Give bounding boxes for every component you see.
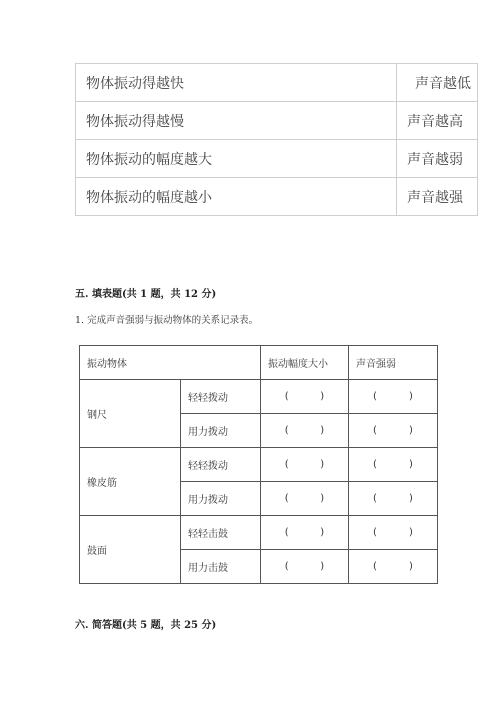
amplitude-answer-cell[interactable]	[261, 550, 349, 584]
amplitude-answer-cell[interactable]	[261, 482, 349, 516]
loudness-answer-cell[interactable]	[349, 516, 438, 550]
amplitude-answer-cell[interactable]	[261, 380, 349, 414]
paren-left: (	[373, 527, 377, 538]
table-row	[80, 516, 438, 550]
object-name-cell: 橡皮筋	[80, 448, 181, 516]
header-amplitude: 振动幅度大小	[261, 346, 349, 380]
match-right-cell: 声音越低	[397, 64, 478, 102]
paren-left: (	[284, 391, 289, 402]
paren-left: (	[373, 391, 377, 402]
match-right-cell: 声音越高	[397, 102, 478, 140]
paren-right: )	[320, 527, 325, 538]
table-row	[80, 380, 438, 414]
match-right-cell: 声音越强	[397, 178, 478, 216]
paren-left: (	[373, 493, 377, 504]
action-cell: 用力击鼓	[181, 550, 261, 584]
header-loudness: 声音强弱	[349, 346, 438, 380]
paren-left: (	[373, 425, 377, 436]
paren-right: )	[409, 425, 413, 436]
paren-left: (	[373, 459, 377, 470]
paren-right: )	[409, 493, 413, 504]
action-cell: 轻轻拨动	[181, 448, 261, 482]
amplitude-answer-cell[interactable]	[261, 448, 349, 482]
match-left-cell: 物体振动得越慢	[76, 102, 397, 140]
action-cell: 轻轻拨动	[181, 380, 261, 414]
paren-right: )	[320, 493, 325, 504]
loudness-answer-cell[interactable]	[349, 414, 438, 448]
action-cell: 轻轻击鼓	[181, 516, 261, 550]
paren-left: (	[373, 561, 377, 572]
table-row	[80, 448, 438, 482]
amplitude-answer-cell[interactable]	[261, 516, 349, 550]
table-row	[76, 178, 478, 216]
paren-right: )	[409, 561, 413, 572]
loudness-answer-cell[interactable]	[349, 482, 438, 516]
paren-right: )	[320, 459, 325, 470]
match-left-cell: 物体振动得越快	[76, 64, 397, 102]
paren-right: )	[320, 561, 325, 572]
table-row	[76, 140, 478, 178]
table-row	[76, 64, 478, 102]
action-cell: 用力拨动	[181, 482, 261, 516]
section-5-title: 五. 填表题(共 1 题，共 12 分)	[75, 289, 217, 300]
record-table	[79, 345, 438, 584]
table-row	[76, 102, 478, 140]
paren-left: (	[284, 561, 289, 572]
loudness-answer-cell[interactable]	[349, 380, 438, 414]
match-right-cell: 声音越弱	[397, 140, 478, 178]
paren-left: (	[284, 459, 289, 470]
paren-right: )	[320, 425, 325, 436]
table-header-row	[80, 346, 438, 380]
paren-left: (	[284, 425, 289, 436]
match-left-cell: 物体振动的幅度越小	[76, 178, 397, 216]
paren-right: )	[409, 391, 413, 402]
paren-left: (	[284, 527, 289, 538]
header-object: 振动物体	[80, 346, 261, 380]
amplitude-answer-cell[interactable]	[261, 414, 349, 448]
object-name-cell: 钢尺	[80, 380, 181, 448]
loudness-answer-cell[interactable]	[349, 550, 438, 584]
paren-right: )	[320, 391, 325, 402]
action-cell: 用力拨动	[181, 414, 261, 448]
matching-table	[75, 63, 478, 216]
loudness-answer-cell[interactable]	[349, 448, 438, 482]
section-6-title: 六. 简答题(共 5 题，共 25 分)	[75, 620, 217, 631]
match-left-cell: 物体振动的幅度越大	[76, 140, 397, 178]
paren-right: )	[409, 459, 413, 470]
object-name-cell: 鼓面	[80, 516, 181, 584]
paren-right: )	[409, 527, 413, 538]
paren-left: (	[284, 493, 289, 504]
question-1-text: 1. 完成声音强弱与振动物体的关系记录表。	[75, 315, 259, 326]
